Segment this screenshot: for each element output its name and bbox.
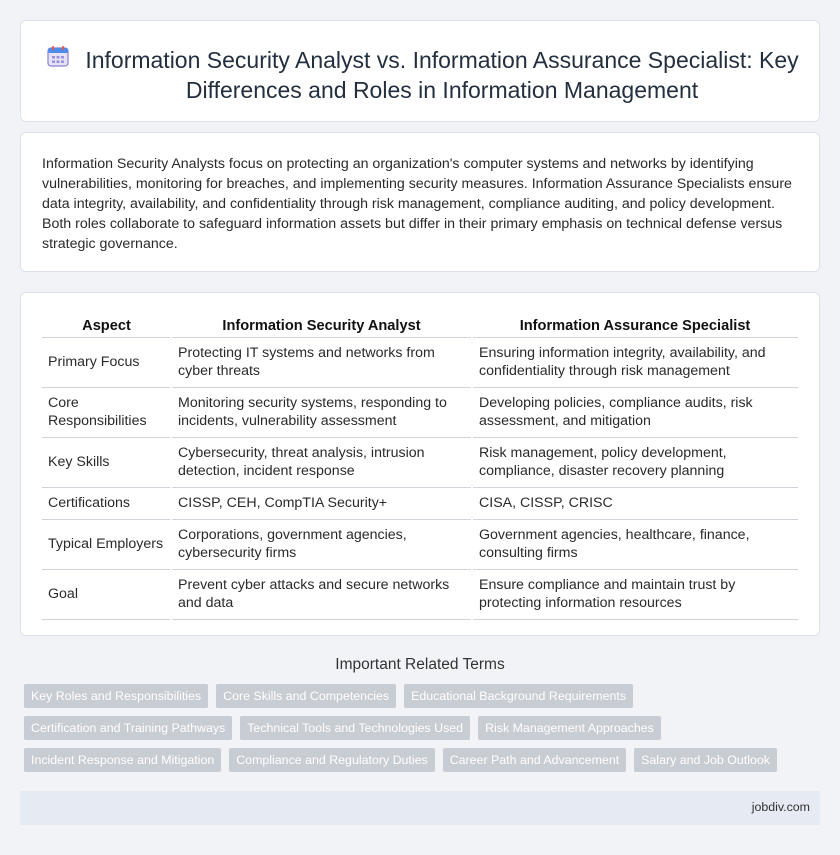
table-cell: Protecting IT systems and networks from cyber threats (171, 337, 472, 387)
table-row (42, 519, 798, 569)
table-cell: Monitoring security systems, responding to incidents, vulnerability assessment (171, 387, 472, 437)
table-cell-aspect: Primary Focus (42, 337, 171, 387)
table-cell: CISSP, CEH, CompTIA Security+ (171, 487, 472, 519)
table-cell-aspect: Typical Employers (42, 519, 171, 569)
table-cell: Cybersecurity, threat analysis, intrusion detection, incident response (171, 437, 472, 487)
table-cell: Ensuring information integrity, availability, and confidentiality through risk management (472, 337, 798, 387)
tag-key-roles[interactable]: Key Roles and Responsibilities (24, 684, 208, 708)
table-header-row (42, 314, 798, 337)
column-header-aspect: Aspect (42, 314, 171, 337)
tag-educational-background[interactable]: Educational Background Requirements (404, 684, 633, 708)
related-terms-tags (20, 684, 820, 780)
column-header-assurance-specialist: Information Assurance Specialist (472, 314, 798, 337)
related-terms-heading: Important Related Terms (335, 656, 505, 673)
summary-card (20, 132, 820, 272)
table-cell-aspect: Key Skills (42, 437, 171, 487)
table-cell: Corporations, government agencies, cybersecurity firms (171, 519, 472, 569)
tag-risk-management[interactable]: Risk Management Approaches (478, 716, 661, 740)
tag-technical-tools[interactable]: Technical Tools and Technologies Used (240, 716, 470, 740)
tag-core-skills[interactable]: Core Skills and Competencies (216, 684, 396, 708)
comparison-table (42, 314, 798, 620)
table-cell: Developing policies, compliance audits, risk assessment, and mitigation (472, 387, 798, 437)
table-cell: Risk management, policy development, compliance, disaster recovery planning (472, 437, 798, 487)
table-cell-aspect: Core Responsibilities (42, 387, 171, 437)
title-card (20, 20, 820, 122)
column-header-security-analyst: Information Security Analyst (171, 314, 472, 337)
table-row (42, 387, 798, 437)
table-cell-aspect: Goal (42, 569, 171, 619)
comparison-table-card (20, 292, 820, 636)
tag-row (24, 716, 820, 740)
tag-row (24, 748, 820, 772)
table-cell-aspect: Certifications (42, 487, 171, 519)
tag-salary-outlook[interactable]: Salary and Job Outlook (634, 748, 777, 772)
tag-row (24, 684, 820, 708)
tag-career-path[interactable]: Career Path and Advancement (443, 748, 626, 772)
table-cell: Ensure compliance and maintain trust by protecting information resources (472, 569, 798, 619)
table-row (42, 487, 798, 519)
table-row (42, 337, 798, 387)
table-cell: Government agencies, healthcare, finance, consulting firms (472, 519, 798, 569)
page-title: Information Security Analyst vs. Information Assurance Specialist: Key Differences and Roles in Information Management (85, 47, 799, 103)
tag-compliance-duties[interactable]: Compliance and Regulatory Duties (229, 748, 434, 772)
summary-text: Information Security Analysts focus on protecting an organization's computer systems and networks by identifying vulnerabilities, monitoring for breaches, and implementing security measures. Information Assurance Specialists ensure data integrity, availability, and confidentiality through risk management, compliance auditing, and policy development. Both roles collaborate to safeguard information assets but differ in their primary emphasis on technical defense versus strategic governance. (42, 156, 792, 252)
table-row (42, 569, 798, 619)
table-cell: CISA, CISSP, CRISC (472, 487, 798, 519)
footer (20, 791, 820, 825)
table-row (42, 437, 798, 487)
footer-site-link[interactable]: jobdiv.com (751, 800, 810, 814)
calendar-icon (47, 45, 69, 67)
tag-incident-response[interactable]: Incident Response and Mitigation (24, 748, 221, 772)
table-cell: Prevent cyber attacks and secure networks and data (171, 569, 472, 619)
tag-certification-pathways[interactable]: Certification and Training Pathways (24, 716, 232, 740)
